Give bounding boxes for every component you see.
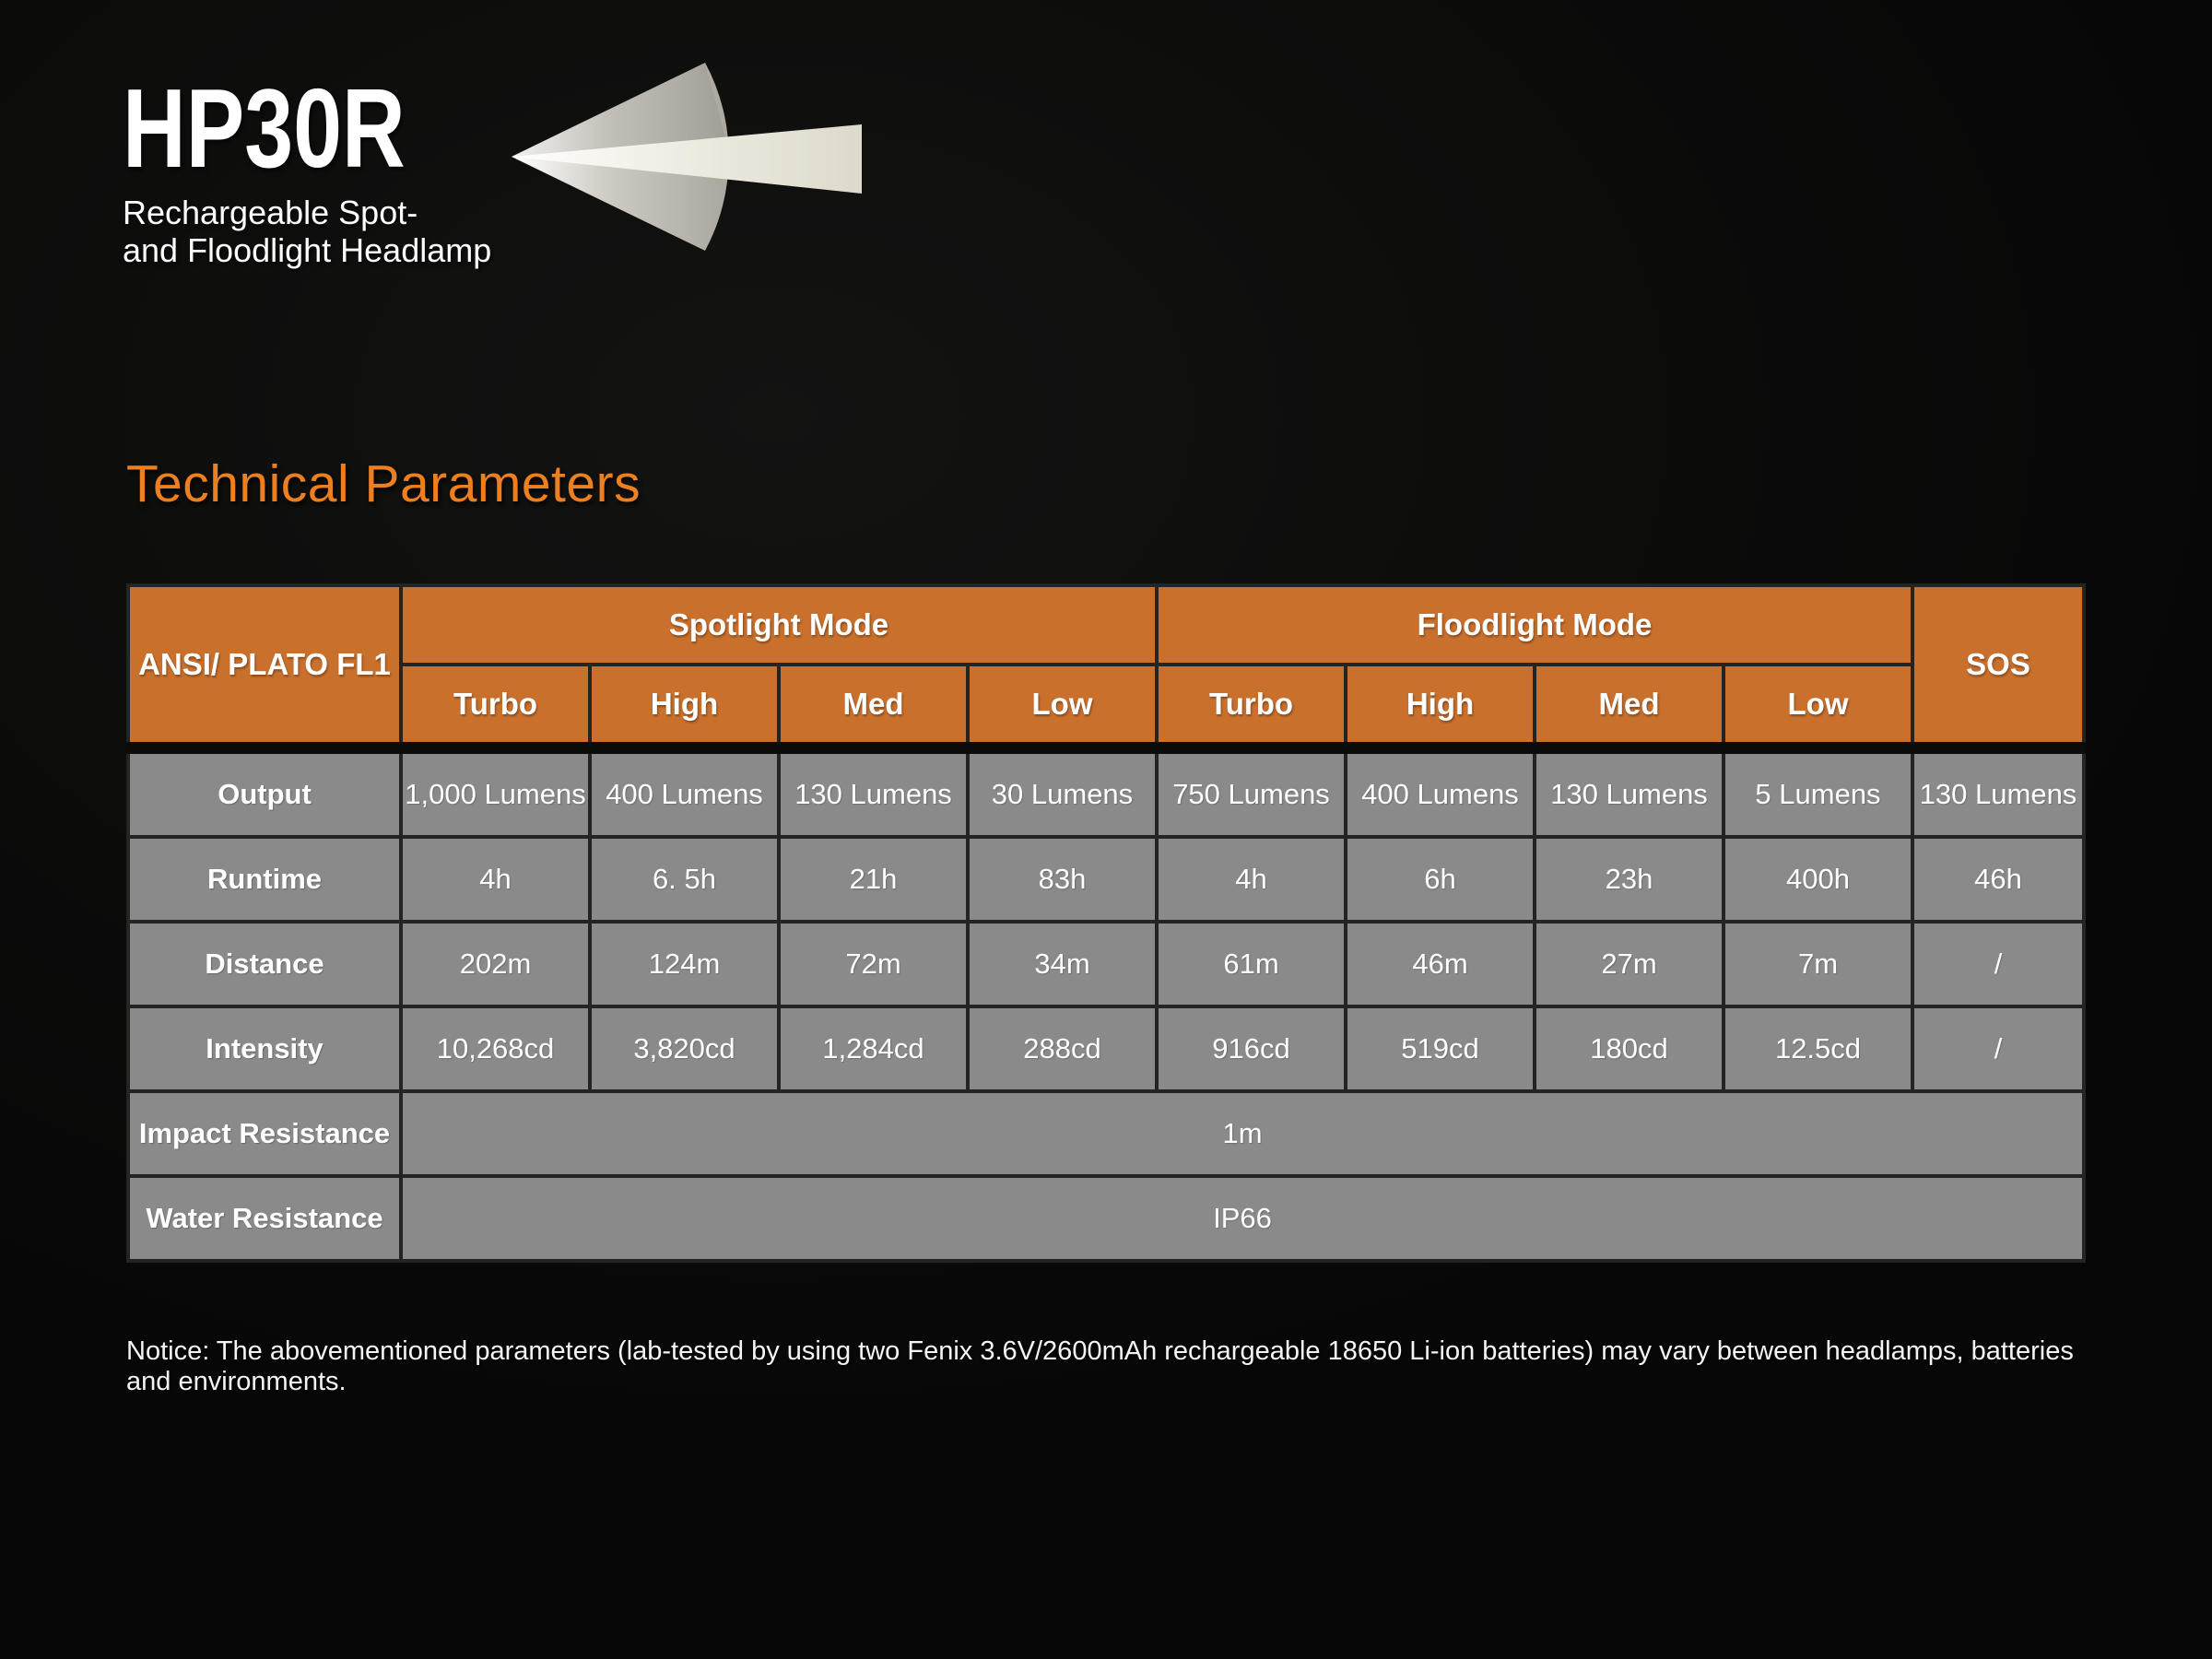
intensity-spot-med: 1,284cd — [779, 1006, 968, 1091]
output-flood-high: 400 Lumens — [1346, 748, 1535, 838]
runtime-spot-med: 21h — [779, 837, 968, 922]
intensity-flood-low: 12.5cd — [1724, 1006, 1912, 1091]
output-sos: 130 Lumens — [1912, 748, 2084, 838]
corner-header-cell: ANSI/ PLATO FL1 — [128, 585, 401, 748]
impact-resistance-value: 1m — [401, 1091, 2084, 1176]
table-row-intensity — [128, 1006, 2084, 1091]
row-label-water-resistance: Water Resistance — [128, 1176, 401, 1261]
brand-block — [123, 65, 492, 270]
distance-spot-turbo: 202m — [401, 922, 590, 1006]
sos-header: SOS — [1912, 585, 2084, 748]
table-row-water-resistance — [128, 1176, 2084, 1261]
runtime-flood-low: 400h — [1724, 837, 1912, 922]
distance-flood-turbo: 61m — [1157, 922, 1346, 1006]
distance-spot-high: 124m — [590, 922, 779, 1006]
output-spot-high: 400 Lumens — [590, 748, 779, 838]
runtime-flood-turbo: 4h — [1157, 837, 1346, 922]
table-header-row-levels — [128, 665, 2084, 748]
row-label-impact-resistance: Impact Resistance — [128, 1091, 401, 1176]
table-row-distance — [128, 922, 2084, 1006]
row-label-output: Output — [128, 748, 401, 838]
notice-text: Notice: The abovementioned parameters (lab-tested by using two Fenix 3.6V/2600mAh rechargeable 18650 Li-ion batteries) may vary between headlamps, batteries and environments. — [126, 1336, 2074, 1396]
flood-low-header: Low — [1724, 665, 1912, 748]
table-header-row-groups — [128, 585, 2084, 665]
product-model-title: HP30R — [123, 65, 406, 191]
output-flood-med: 130 Lumens — [1535, 748, 1724, 838]
spotlight-mode-header: Spotlight Mode — [401, 585, 1157, 665]
table-row-output — [128, 748, 2084, 838]
runtime-spot-high: 6. 5h — [590, 837, 779, 922]
water-resistance-value: IP66 — [401, 1176, 2084, 1261]
light-beam-icon — [493, 44, 880, 265]
output-flood-low: 5 Lumens — [1724, 748, 1912, 838]
runtime-flood-high: 6h — [1346, 837, 1535, 922]
product-subtitle-line2: and Floodlight Headlamp — [123, 231, 492, 270]
runtime-flood-med: 23h — [1535, 837, 1724, 922]
distance-flood-med: 27m — [1535, 922, 1724, 1006]
distance-sos: / — [1912, 922, 2084, 1006]
distance-spot-med: 72m — [779, 922, 968, 1006]
distance-flood-high: 46m — [1346, 922, 1535, 1006]
intensity-spot-high: 3,820cd — [590, 1006, 779, 1091]
output-flood-turbo: 750 Lumens — [1157, 748, 1346, 838]
spot-low-header: Low — [968, 665, 1157, 748]
spot-high-header: High — [590, 665, 779, 748]
page-title: Technical Parameters — [126, 454, 641, 513]
table-row-runtime — [128, 837, 2084, 922]
intensity-flood-high: 519cd — [1346, 1006, 1535, 1091]
table-row-impact-resistance — [128, 1091, 2084, 1176]
floodlight-mode-header: Floodlight Mode — [1157, 585, 1912, 665]
output-spot-turbo: 1,000 Lumens — [401, 748, 590, 838]
product-subtitle — [123, 194, 491, 270]
flood-med-header: Med — [1535, 665, 1724, 748]
output-spot-low: 30 Lumens — [968, 748, 1157, 838]
row-label-intensity: Intensity — [128, 1006, 401, 1091]
intensity-spot-turbo: 10,268cd — [401, 1006, 590, 1091]
row-label-distance: Distance — [128, 922, 401, 1006]
intensity-flood-med: 180cd — [1535, 1006, 1724, 1091]
output-spot-med: 130 Lumens — [779, 748, 968, 838]
product-subtitle-line1: Rechargeable Spot- — [123, 194, 418, 231]
runtime-spot-turbo: 4h — [401, 837, 590, 922]
runtime-spot-low: 83h — [968, 837, 1157, 922]
intensity-spot-low: 288cd — [968, 1006, 1157, 1091]
spot-med-header: Med — [779, 665, 968, 748]
distance-flood-low: 7m — [1724, 922, 1912, 1006]
intensity-flood-turbo: 916cd — [1157, 1006, 1346, 1091]
row-label-runtime: Runtime — [128, 837, 401, 922]
technical-parameters-table — [126, 583, 2086, 1263]
intensity-sos: / — [1912, 1006, 2084, 1091]
spot-turbo-header: Turbo — [401, 665, 590, 748]
distance-spot-low: 34m — [968, 922, 1157, 1006]
runtime-sos: 46h — [1912, 837, 2084, 922]
flood-turbo-header: Turbo — [1157, 665, 1346, 748]
flood-high-header: High — [1346, 665, 1535, 748]
